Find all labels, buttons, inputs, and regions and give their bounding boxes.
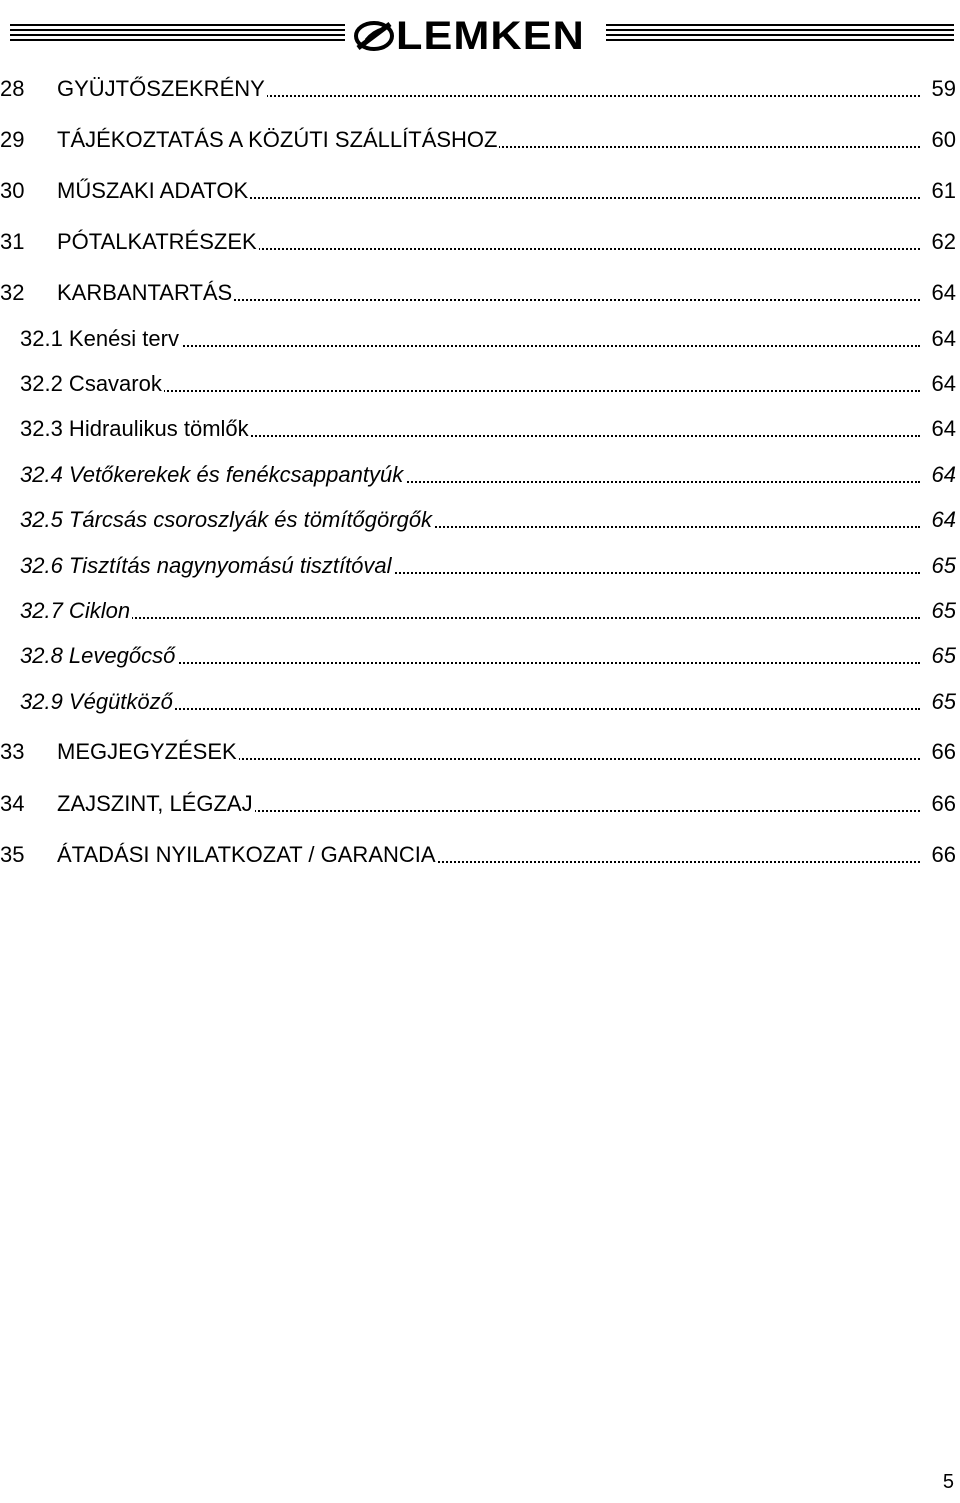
- toc-entry[interactable]: [0, 842, 960, 868]
- toc-entry[interactable]: [0, 791, 960, 817]
- toc-entry[interactable]: [0, 127, 960, 153]
- toc-entry-page: 64: [931, 462, 956, 487]
- toc-entry-page: 65: [931, 598, 956, 623]
- toc-entry-page: 61: [931, 178, 956, 203]
- header-rule-right: [606, 24, 954, 44]
- toc-entry[interactable]: [0, 280, 960, 306]
- toc-entry-number: 35: [0, 842, 25, 867]
- toc-entry-page: 64: [931, 280, 956, 305]
- toc-entry-page: 64: [931, 416, 956, 441]
- toc-entry[interactable]: [0, 507, 960, 533]
- toc-entry[interactable]: [0, 598, 960, 624]
- toc-entry[interactable]: [0, 416, 960, 442]
- toc-entry-title: 32.9 Végütköző: [20, 689, 173, 714]
- toc-entry-title: MEGJEGYZÉSEK: [57, 739, 237, 764]
- toc-entry-title: MŰSZAKI ADATOK: [57, 178, 249, 203]
- toc-entry-title: KARBANTARTÁS: [57, 280, 233, 305]
- toc-entry-page: 62: [931, 229, 956, 254]
- toc-entry[interactable]: [0, 76, 960, 102]
- toc-entry[interactable]: [0, 326, 960, 352]
- toc-entry-number: 29: [0, 127, 25, 152]
- toc-entry-number: 34: [0, 791, 25, 816]
- toc-entry[interactable]: [0, 371, 960, 397]
- toc-entry-title: 32.3 Hidraulikus tömlők: [20, 416, 249, 441]
- header-rule-left: [10, 24, 345, 44]
- toc-entry-page: 60: [931, 127, 956, 152]
- toc-entry-title: ZAJSZINT, LÉGZAJ: [57, 791, 253, 816]
- lemken-logo: [352, 10, 606, 62]
- toc-entry-title: 32.8 Levegőcső: [20, 643, 176, 668]
- page-header: [0, 0, 960, 62]
- toc-entry-title: 32.6 Tisztítás nagynyomású tisztítóval: [20, 553, 392, 578]
- toc-entry[interactable]: [0, 229, 960, 255]
- dot-leader: [20, 617, 920, 619]
- toc-entry[interactable]: [0, 178, 960, 204]
- toc-entry-page: 64: [931, 371, 956, 396]
- toc-entry-title: 32.2 Csavarok: [20, 371, 162, 396]
- toc-entry[interactable]: [0, 462, 960, 488]
- toc-entry-page: 64: [931, 507, 956, 532]
- logo-text: LEMKEN: [396, 14, 585, 58]
- toc-entry-page: 66: [931, 791, 956, 816]
- toc-entry-page: 65: [931, 553, 956, 578]
- toc-entry-title: 32.4 Vetőkerekek és fenékcsappantyúk: [20, 462, 404, 487]
- toc-entry-number: 31: [0, 229, 25, 254]
- toc-entry-title: 32.7 Ciklon: [20, 598, 131, 623]
- toc-entry-title: PÓTALKATRÉSZEK: [57, 229, 257, 254]
- toc-entry[interactable]: [0, 689, 960, 715]
- toc-entry-number: 32: [0, 280, 25, 305]
- toc-entry-page: 64: [931, 326, 956, 351]
- toc-entry[interactable]: [0, 739, 960, 765]
- toc-entry-page: 66: [931, 842, 956, 867]
- toc-entry-title: ÁTADÁSI NYILATKOZAT / GARANCIA: [57, 842, 436, 867]
- toc-entry-title: 32.1 Kenési terv: [20, 326, 179, 351]
- toc-entry-number: 30: [0, 178, 25, 203]
- toc-entry-title: 32.5 Tárcsás csoroszlyák és tömítőgörgők: [20, 507, 433, 532]
- toc-entry[interactable]: [0, 553, 960, 579]
- lemken-emblem-icon: [352, 10, 396, 62]
- page-number: 5: [942, 1471, 954, 1493]
- toc-entry-page: 65: [931, 643, 956, 668]
- toc-entry-page: 65: [931, 689, 956, 714]
- toc-entry-number: 28: [0, 76, 25, 101]
- toc-entry-title: TÁJÉKOZTATÁS A KÖZÚTI SZÁLLÍTÁSHOZ: [57, 127, 498, 152]
- toc-entry-page: 66: [931, 739, 956, 764]
- toc-entry-title: GYÜJTŐSZEKRÉNY: [57, 76, 265, 101]
- toc-entry[interactable]: [0, 643, 960, 669]
- toc-entry-number: 33: [0, 739, 25, 764]
- toc-entry-page: 59: [931, 76, 956, 101]
